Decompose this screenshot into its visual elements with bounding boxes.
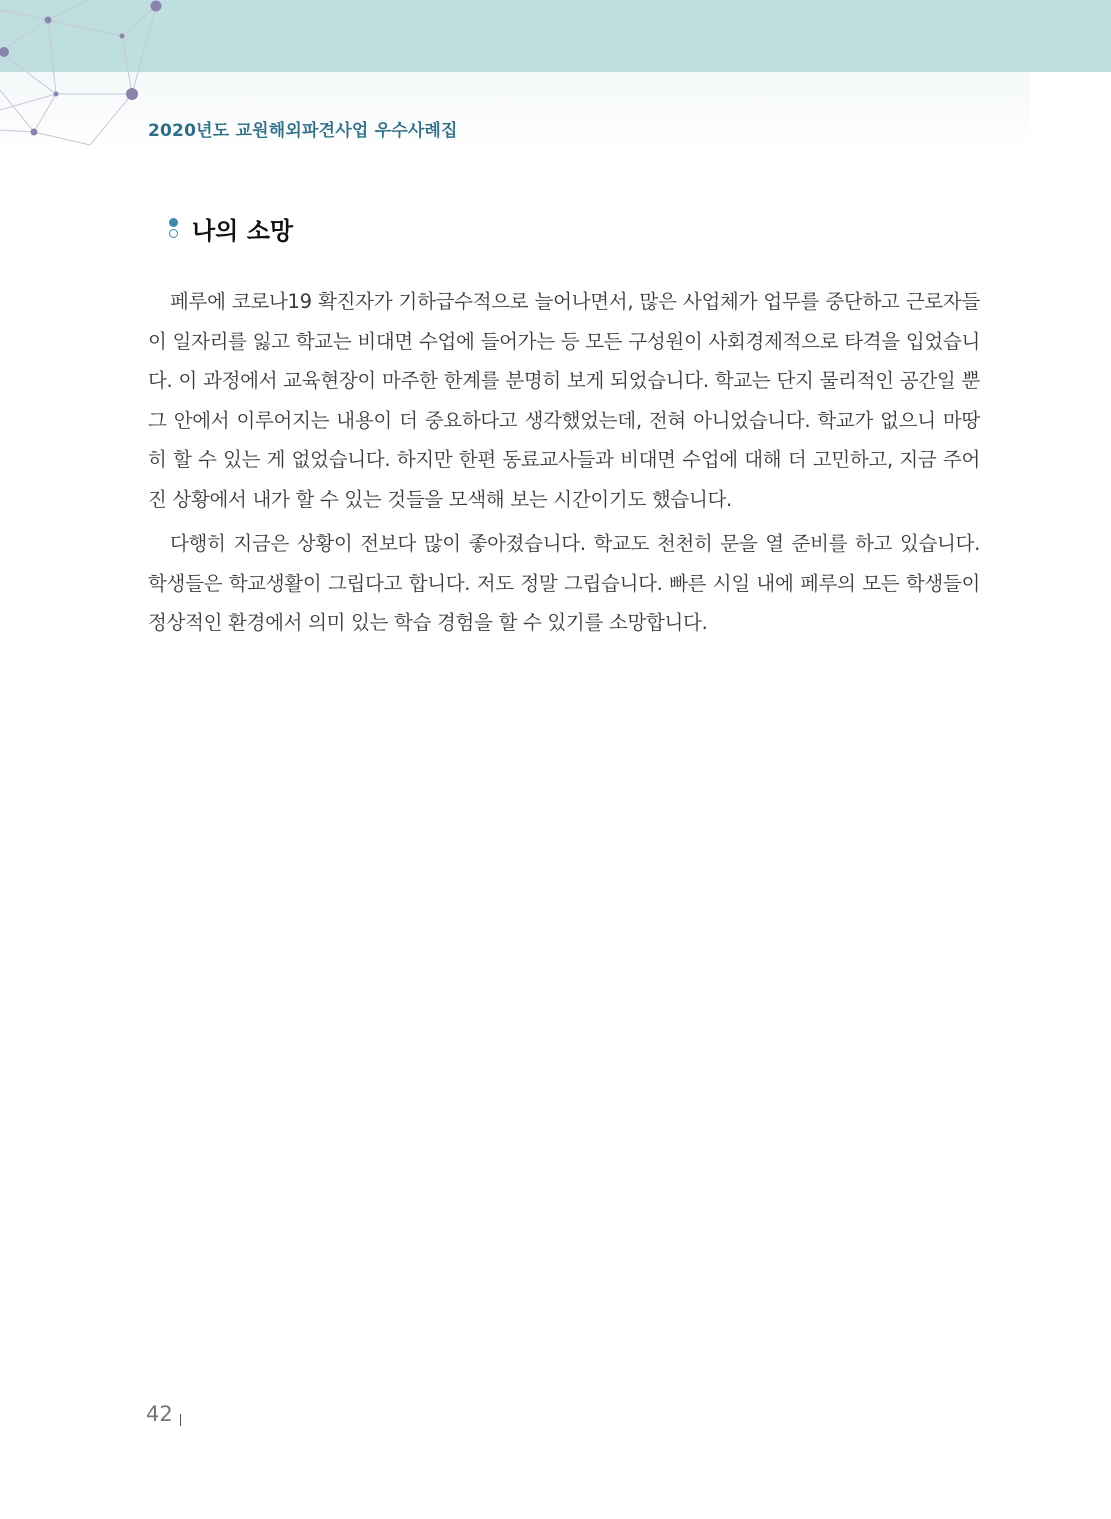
running-header: 2020년도 교원해외파견사업 우수사례집 [148,121,458,141]
page-number-divider [180,1414,181,1426]
paragraph: 다행히 지금은 상황이 전보다 많이 좋아졌습니다. 학교도 천천히 문을 열 준비를 하고 있습니다. 학생들은 학교생활이 그립다고 합니다. 저도 정말 그립습니다. 빠른 시일 내에 페루의 모든 학생들이 정상적인 환경에서 의미 있는 학습 경험을 할 수 있기를 소망합니다. [148,532,980,634]
page-number: 42 [146,1402,173,1426]
section-heading [168,210,293,246]
bullet-dots-icon [168,215,180,241]
network-decoration-icon [0,0,170,150]
paragraph: 페루에 코로나19 확진자가 기하급수적으로 늘어나면서, 많은 사업체가 업무를 중단하고 근로자들이 일자리를 잃고 학교는 비대면 수업에 들어가는 등 모든 구성원이 사회경제적으로 타격을 입었습니다. 이 과정에서 교육현장이 마주한 한계를 분명히 보게 되었습니다. 학교는 단지 물리적인 공간일 뿐 그 안에서 이루어지는 내용이 더 중요하다고 생각했었는데, 전혀 아니었습니다. 학교가 없으니 마땅히 할 수 있는 게 없었습니다. 하지만 한편 동료교사들과 비대면 수업에 대해 더 고민하고, 지금 주어진 상황에서 내가 할 수 있는 것들을 모색해 보는 시간이기도 했습니다. [148,290,980,511]
section-title: 나의 소망 [192,215,294,245]
body-text [148,282,980,648]
